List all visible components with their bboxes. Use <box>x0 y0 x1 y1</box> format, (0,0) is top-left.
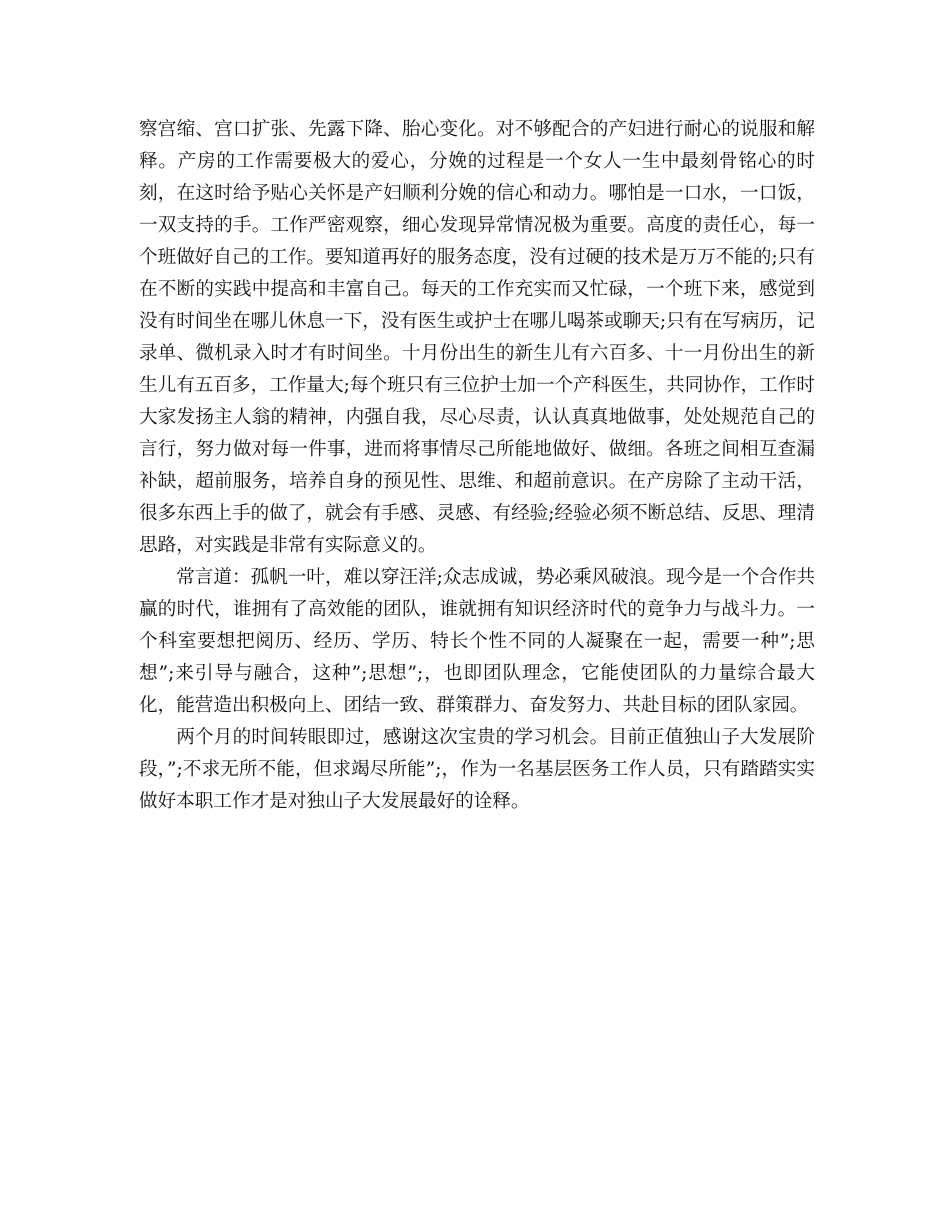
paragraph-1: 察宫缩、宫口扩张、先露下降、胎心变化。对不够配合的产妇进行耐心的说服和解释。产房的工作需要极大的爱心，分娩的过程是一个女人一生中最刻骨铭心的时刻，在这时给予贴心关怀是产妇顺利分娩的信心和动力。哪怕是一口水，一口饭，一双支持的手。工作严密观察，细心发现异常情况极为重要。高度的责任心，每一个班做好自己的工作。要知道再好的服务态度，没有过硬的技术是万万不能的;只有在不断的实践中提高和丰富自己。每天的工作充实而又忙碌，一个班下来，感觉到没有时间坐在哪儿休息一下，没有医生或护士在哪儿喝茶或聊天;只有在写病历，记录单、微机录入时才有时间坐。十月份出生的新生儿有六百多、十一月份出生的新生儿有五百多，工作量大;每个班只有三位护士加一个产科医生，共同协作，工作时大家发扬主人翁的精神，内强自我，尽心尽责，认认真真地做事，处处规范自己的言行，努力做对每一件事，进而将事情尽己所能地做好、做细。各班之间相互查漏补缺，超前服务，培养自身的预见性、思维、和超前意识。在产房除了主动干活，很多东西上手的做了，就会有手感、灵感、有经验;经验必须不断总结、反思、理清思路，对实践是非常有实际意义的。 <box>139 119 815 556</box>
paragraph-3: 两个月的时间转眼即过，感谢这次宝贵的学习机会。目前正值独山子大发展阶段，”;不求无所不能，但求竭尽所能”;，作为一名基层医务工作人员，只有踏踏实实做好本职工作才是对独山子大发展最好的诠释。 <box>139 727 815 812</box>
paragraph-2: 常言道：孤帆一叶，难以穿汪洋;众志成诚，势必乘风破浪。现今是一个合作共赢的时代，谁拥有了高效能的团队，谁就拥有知识经济时代的竟争力与战斗力。一个科室要想把阅历、经历、学历、特长个性不同的人凝聚在一起，需要一种”;思想”;来引导与融合，这种”;思想”;，也即团队理念，它能使团队的力量综合最大化，能营造出积极向上、团结一致、群策群力、奋发努力、共赴目标的团队家园。 <box>139 567 815 716</box>
document-body <box>139 114 815 818</box>
